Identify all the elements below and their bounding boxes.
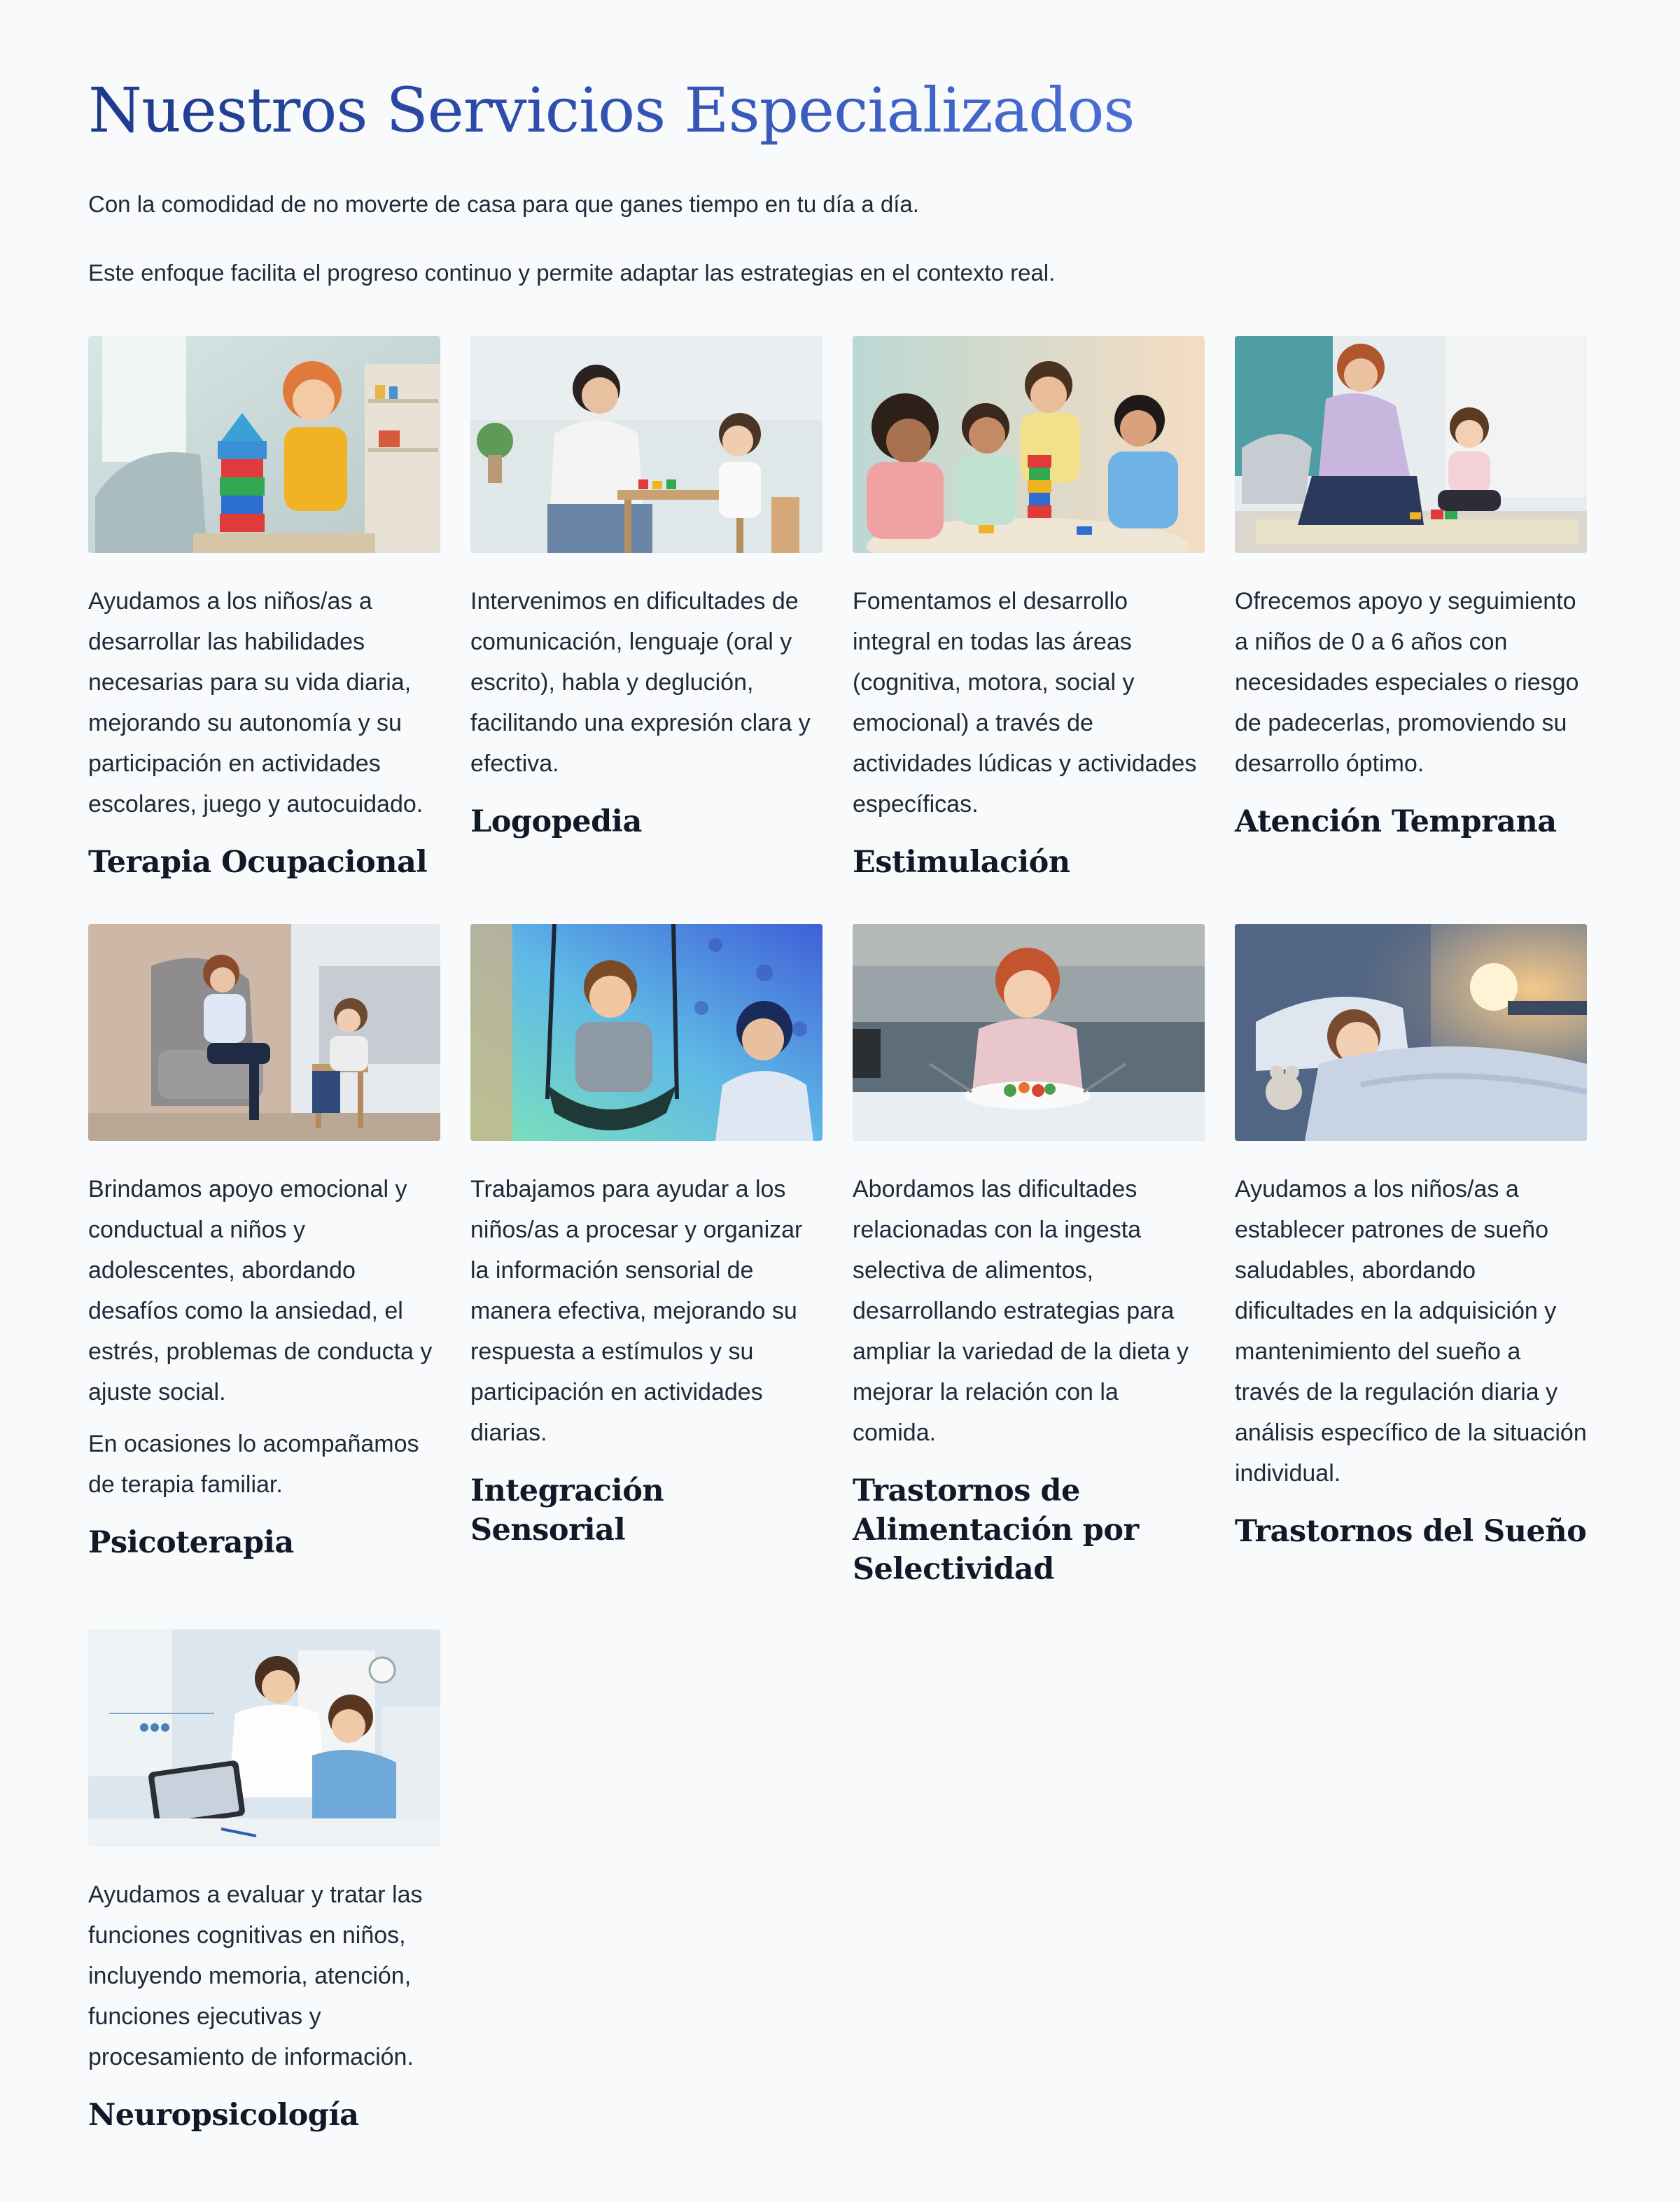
service-description-extra: En ocasiones lo acompañamos de terapia familiar. bbox=[88, 1431, 419, 1498]
service-card-sueno bbox=[1235, 924, 1587, 1551]
doctor-with-child-tablet-photo bbox=[88, 1629, 440, 1846]
service-title: Psicoterapia bbox=[88, 1525, 294, 1560]
service-description: Ofrecemos apoyo y seguimiento a niños de 0 a 6 años con necesidades especiales o riesgo de padecerlas, promoviendo su desarrollo óptimo. bbox=[1235, 588, 1579, 777]
service-description: Ayudamos a los niños/as a desarrollar las habilidades necesarias para su vida diaria, mejorando su autonomía y su participación en actividades escolares, juego y autocuidado. bbox=[88, 588, 424, 818]
service-title: Terapia Ocupacional bbox=[88, 845, 428, 880]
service-description: Fomentamos el desarrollo integral en todas las áreas (cognitiva, motora, social y emocional) a través de actividades lúdicas y actividades específicas. bbox=[853, 588, 1197, 818]
service-description: Abordamos las dificultades relacionadas con la ingesta selectiva de alimentos, desarrollando estrategias para ampliar la variedad de la dieta y mejorar la relación con la comida. bbox=[853, 1176, 1189, 1446]
service-title: Trastornos del Sueño bbox=[1235, 1514, 1587, 1549]
service-title: Integración Sensorial bbox=[470, 1473, 664, 1548]
page-title: Nuestros Servicios Especializados bbox=[88, 73, 1135, 148]
service-description: Intervenimos en dificultades de comunicación, lenguaje (oral y escrito), habla y deglución, facilitando una expresión clara y efectiva. bbox=[470, 588, 811, 777]
service-card-neuropsicologia bbox=[88, 1629, 440, 2135]
intro-text bbox=[88, 190, 1592, 287]
service-title: Logopedia bbox=[470, 804, 642, 839]
service-description: Ayudamos a evaluar y tratar las funciones cognitivas en niños, incluyendo memoria, atención, funciones ejecutivas y procesamiento de información. bbox=[88, 1881, 423, 2070]
service-card-terapia-ocupacional bbox=[88, 336, 440, 882]
service-card-estimulacion bbox=[853, 336, 1205, 882]
service-description: Brindamos apoyo emocional y conductual a niños y adolescentes, abordando desafíos como la ansiedad, el estrés, problemas de conducta y ajuste social. bbox=[88, 1176, 433, 1405]
therapist-talking-with-child-photo bbox=[470, 336, 822, 553]
children-playing-blocks-photo bbox=[853, 336, 1205, 553]
service-title: Estimulación bbox=[853, 845, 1070, 880]
services-page bbox=[0, 0, 1680, 287]
service-card-psicoterapia bbox=[88, 924, 440, 1562]
service-card-integracion-sensorial bbox=[470, 924, 822, 1550]
psychologist-session-with-child-photo bbox=[88, 924, 440, 1141]
service-card-alimentacion bbox=[853, 924, 1205, 1589]
intro-paragraph-1: Con la comodidad de no moverte de casa para que ganes tiempo en tu día a día. bbox=[88, 191, 919, 217]
service-title: Trastornos de Alimentación por Selectividad bbox=[853, 1473, 1139, 1587]
child-sleeping-photo bbox=[1235, 924, 1587, 1141]
service-description: Ayudamos a los niños/as a establecer patrones de sueño saludables, abordando dificultades en la adquisición y mantenimiento del sueño a través de la regulación diaria y análisis específico de la situación individual. bbox=[1235, 1176, 1587, 1487]
child-at-dinner-table-photo bbox=[853, 924, 1205, 1141]
service-title: Neuropsicología bbox=[88, 2098, 359, 2133]
service-card-atencion-temprana bbox=[1235, 336, 1587, 841]
service-description: Trabajamos para ayudar a los niños/as a procesar y organizar la información sensorial de manera efectiva, mejorando su respuesta a estímulos y su participación en actividades diarias. bbox=[470, 1176, 803, 1446]
service-card-logopedia bbox=[470, 336, 822, 841]
child-stacking-blocks-photo bbox=[88, 336, 440, 553]
service-title: Atención Temprana bbox=[1235, 804, 1557, 839]
intro-paragraph-2: Este enfoque facilita el progreso continuo y permite adaptar las estrategias en el contexto real. bbox=[88, 260, 1056, 286]
child-on-swing-photo bbox=[470, 924, 822, 1141]
adult-with-toddler-on-floor-photo bbox=[1235, 336, 1587, 553]
